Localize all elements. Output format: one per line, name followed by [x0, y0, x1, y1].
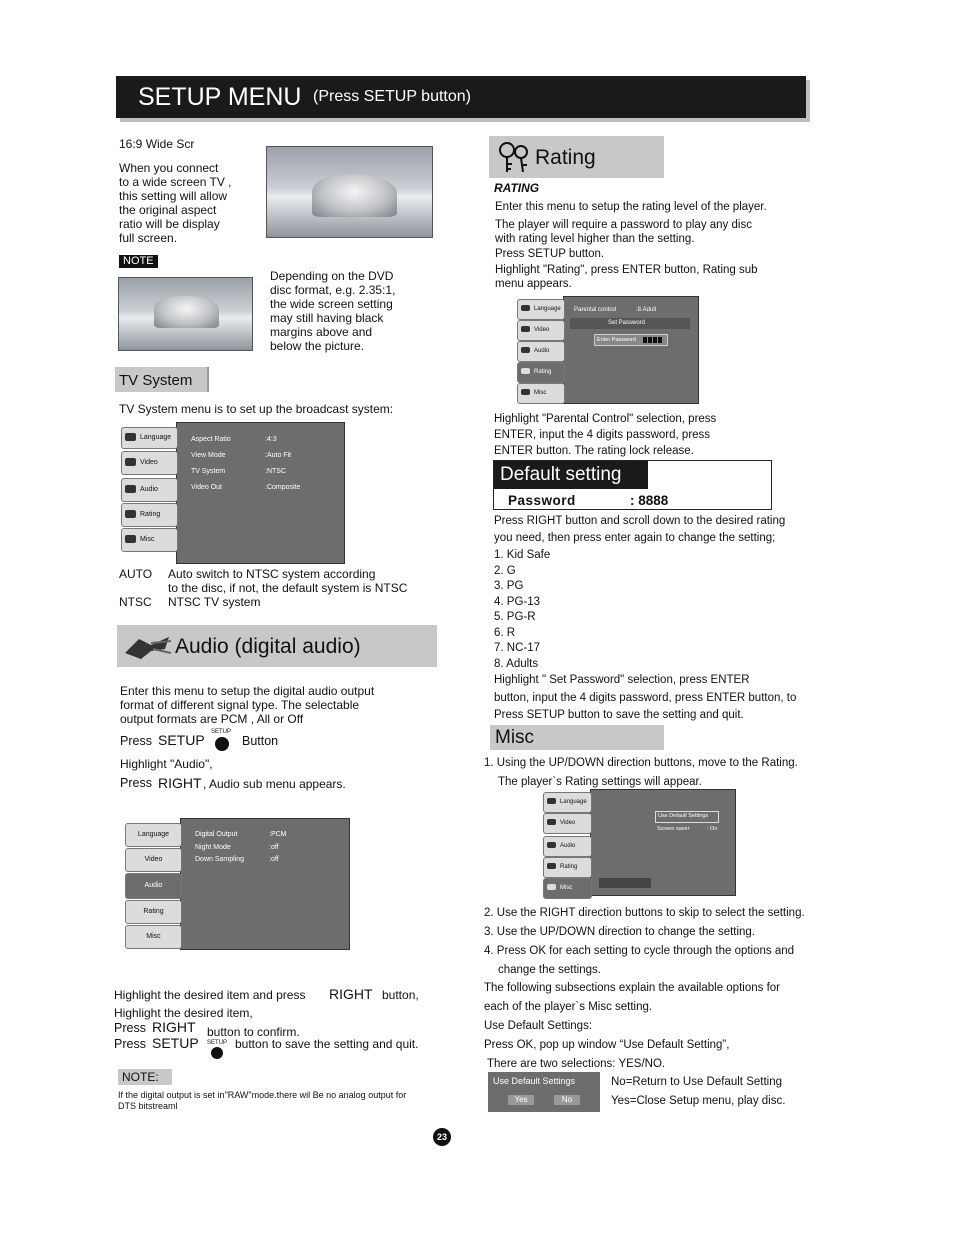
rating-text-4: Highlight "Rating", press ENTER button, Rating sub menu appears. [495, 264, 758, 290]
auto-desc: Auto switch to NTSC system according to the disc, if not, the default system is NTSC [168, 567, 408, 595]
rating-keys-icon [495, 140, 533, 174]
misc-icon [125, 535, 136, 543]
wide-text: When you connect to a wide screen TV , this setting will allow the original aspect ratio will be display full screen. [119, 161, 232, 245]
rating-level: 8. Adults [494, 657, 539, 670]
video-icon [521, 326, 530, 332]
misc-menu-misc[interactable]: Misc [543, 878, 592, 899]
rating-icon [521, 368, 530, 374]
tv-menu-video[interactable]: Video [121, 451, 178, 475]
note-badge: NOTE [119, 255, 158, 268]
rating-menu-misc[interactable]: Misc [517, 383, 565, 404]
tv-system-osd: Aspect Ratio View Mode TV System Video Out :4:3 :Auto Fit :NTSC :Composite [176, 422, 345, 564]
audio-osd: Digital Output Night Mode Down Sampling :PCM :off :off [180, 818, 350, 950]
set-password-row[interactable]: Set Password [570, 318, 690, 329]
rating-osd: Parental control :8.Adult Set Password Enter Password [563, 296, 699, 404]
tv-system-heading: TV System [115, 367, 209, 392]
misc-heading: Misc [490, 725, 664, 750]
misc-steps: 2. Use the RIGHT direction buttons to skip to select the setting. 3. Use the UP/DOWN direction to change the setting. 4. Press OK for each setting to cycle through the options and change the settings. [484, 907, 805, 976]
popup-yes-button[interactable]: Yes [508, 1095, 534, 1105]
tv-system-intro: TV System menu is to set up the broadcast system: [119, 402, 394, 416]
audio-intro: Enter this menu to setup the digital audio output format of different signal type. The selectable output formats are PCM , All or Off [120, 684, 375, 726]
misc-highlight-bar [599, 878, 651, 888]
rating-menu-language[interactable]: Language [517, 299, 565, 320]
popup-no-button[interactable]: No [554, 1095, 580, 1105]
audio-step1-right: RIGHT [329, 986, 373, 1002]
audio-note-badge: NOTE: [118, 1069, 172, 1085]
misc-menu-audio[interactable]: Audio [543, 836, 592, 857]
audio-icon [125, 485, 136, 493]
audio-step1b: button, [382, 988, 419, 1002]
audio-right-text: , Audio sub menu appears. [203, 777, 346, 791]
password-value: : 8888 [630, 493, 669, 508]
rating-icon [547, 863, 556, 869]
rating-text-3: Press SETUP button. [495, 248, 605, 260]
rating-icon [125, 510, 136, 518]
wide-label: 16:9 Wide Scr [119, 137, 195, 151]
rating-menu-rating[interactable]: Rating [517, 362, 565, 383]
misc-osd: Use Default Settings Screen saver : On [590, 789, 736, 896]
rating-level: 1. Kid Safe [494, 549, 551, 561]
ntsc-desc: NTSC TV system [168, 595, 261, 609]
default-setting-title: Default setting [494, 461, 648, 489]
rating-text-2: The player will require a password to play any disc with rating level higher than the setting. [495, 219, 752, 245]
video-icon [125, 458, 136, 466]
misc-menu-video[interactable]: Video [543, 813, 592, 834]
rating-level: 5. PG-R [494, 611, 536, 623]
language-icon [547, 798, 556, 804]
password-label: Password [508, 493, 576, 508]
audio-highlight: Highlight "Audio", [120, 757, 213, 771]
page-header [116, 76, 806, 118]
rating-level: 4. PG-13 [494, 595, 541, 608]
misc-step1: 1. Using the UP/DOWN direction buttons, move to the Rating. The player`s Rating settings will appear. [484, 757, 798, 788]
page-subtitle: (Press SETUP button) [313, 88, 471, 105]
rating-level: 6. R [494, 626, 516, 639]
audio-step1a: Highlight the desired item and press [114, 988, 306, 1002]
audio-setup-word: SETUP [158, 732, 205, 748]
default-setting-box [493, 460, 772, 510]
language-icon [125, 433, 136, 441]
rating-text-7: Highlight " Set Password" selection, press ENTER button, input the 4 digits password, press ENTER button, to Press SETUP button to save the setting and quit. [494, 674, 797, 721]
setup-button-icon [215, 737, 229, 751]
audio-right-press: Press [120, 776, 152, 790]
video-icon [547, 819, 556, 825]
audio-step3-right: RIGHT [152, 1019, 196, 1035]
audio-step4: button to save the setting and quit. [235, 1037, 419, 1051]
audio-right-word: RIGHT [158, 775, 202, 791]
rating-levels-list [494, 548, 550, 672]
rating-heading: Rating [489, 136, 664, 178]
audio-menu-misc[interactable]: Misc [125, 925, 182, 949]
audio-icon [521, 347, 530, 353]
setup-tiny-label: SETUP [211, 729, 232, 735]
audio-menu-audio[interactable]: Audio [125, 873, 182, 899]
tv-menu-rating[interactable]: Rating [121, 503, 178, 527]
note-text: Depending on the DVD disc format, e.g. 2.35:1, the wide screen setting may still having black margins above and below the picture. [270, 269, 396, 353]
audio-step4-setup: SETUP [152, 1035, 199, 1051]
audio-heading: Audio (digital audio) [117, 625, 437, 667]
rating-text-5: Highlight "Parental Control" selection, press ENTER, input the 4 digits password, press ENTER button. The rating lock release. [494, 413, 717, 457]
tv-menu-misc[interactable]: Misc [121, 528, 178, 552]
audio-menu-video[interactable]: Video [125, 848, 182, 872]
use-default-popup [488, 1072, 600, 1112]
audio-press-label: Press [120, 734, 152, 748]
audio-step2: Highlight the desired item, [114, 1006, 253, 1020]
tv-menu-audio[interactable]: Audio [121, 478, 178, 502]
rating-level: 2. G [494, 564, 516, 577]
misc-icon [547, 884, 556, 890]
rating-subtitle: RATING [494, 181, 540, 195]
misc-menu-language[interactable]: Language [543, 792, 592, 813]
audio-menu-language[interactable]: Language [125, 823, 182, 847]
tv-menu-language[interactable]: Language [121, 427, 178, 449]
setup-tiny-label-2: SETUP [207, 1040, 228, 1046]
rating-level: 7. NC-17 [494, 642, 541, 654]
auto-key: AUTO [119, 567, 153, 581]
rating-menu-video[interactable]: Video [517, 320, 565, 341]
audio-icon [547, 842, 556, 848]
audio-note-text: If the digital output is set in"RAW"mode.there wil Be no analog output for DTS bitstreaml [118, 1090, 407, 1111]
ntsc-key: NTSC [119, 595, 152, 609]
audio-step4-press: Press [114, 1037, 146, 1051]
use-default-settings-option[interactable]: Use Default Settings [655, 811, 719, 823]
page-title: SETUP MENU [138, 83, 302, 111]
misc-icon [521, 389, 530, 395]
popup-desc: No=Return to Use Default Setting Yes=Close Setup menu, play disc. [611, 1076, 786, 1107]
page-number: 23 [433, 1128, 451, 1146]
misc-menu-rating[interactable]: Rating [543, 857, 592, 878]
audio-step3-press: Press [114, 1021, 146, 1035]
rating-text-6: Press RIGHT button and scroll down to the desired rating you need, then press enter again to change the setting; [494, 515, 786, 544]
setup-button-icon-2 [211, 1047, 223, 1059]
misc-text: The following subsections explain the available options for each of the player`s Misc setting. Use Default Settings: Press OK, pop up window “Use Default Setting”, There are two selections: YES/NO. [484, 982, 780, 1070]
iceberg-photo-letterbox [118, 277, 253, 351]
audio-button-word: Button [242, 734, 279, 748]
rating-level: 3. PG [494, 580, 524, 592]
rating-text-1: Enter this menu to setup the rating level of the player. [495, 201, 767, 213]
language-icon [521, 305, 530, 311]
iceberg-photo-wide [266, 146, 433, 238]
audio-menu-rating[interactable]: Rating [125, 900, 182, 924]
audio-speaker-icon [121, 631, 173, 661]
rating-menu-audio[interactable]: Audio [517, 341, 565, 362]
popup-title: Use Default Settings [493, 1076, 576, 1086]
enter-password-field[interactable]: Enter Password [594, 334, 668, 346]
audio-step3: button to confirm. [207, 1025, 300, 1039]
